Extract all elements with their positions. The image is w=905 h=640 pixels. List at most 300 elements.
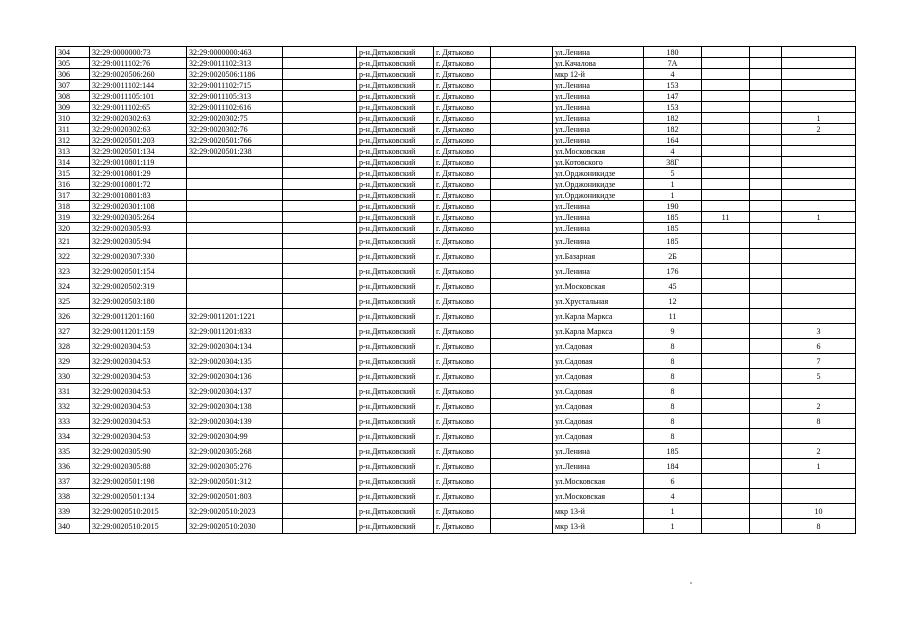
block-cell: [750, 168, 782, 179]
empty-cell: [491, 58, 553, 69]
street-cell: ул.Ленина: [553, 459, 644, 474]
block-cell: [750, 157, 782, 168]
cadastral-number: 32:29:0020510:2015: [90, 519, 187, 534]
house-cell: 185: [644, 444, 702, 459]
street-cell: ул.Карла Маркса: [553, 309, 644, 324]
city-cell: г. Дятьково: [434, 91, 491, 102]
city-cell: г. Дятьково: [434, 168, 491, 179]
flat-cell: [782, 80, 856, 91]
room-cadastral-number: 32:29:0011102:313: [187, 58, 283, 69]
city-cell: г. Дятьково: [434, 279, 491, 294]
table-row: [56, 399, 856, 414]
room-cadastral-number: [187, 249, 283, 264]
building-cell: [702, 135, 750, 146]
building-cell: [702, 179, 750, 190]
empty-cell: [283, 58, 357, 69]
city-cell: г. Дятьково: [434, 339, 491, 354]
room-cadastral-number: 32:29:0011105:313: [187, 91, 283, 102]
district-cell: р-н.Дятьковский: [357, 309, 434, 324]
flat-cell: [782, 47, 856, 58]
flat-cell: [782, 58, 856, 69]
flat-cell: [782, 249, 856, 264]
city-cell: г. Дятьково: [434, 429, 491, 444]
district-cell: р-н.Дятьковский: [357, 47, 434, 58]
row-number: 322: [56, 249, 90, 264]
room-cadastral-number: 32:29:0020501:803: [187, 489, 283, 504]
building-cell: [702, 249, 750, 264]
row-number: 340: [56, 519, 90, 534]
empty-cell: [491, 223, 553, 234]
empty-cell: [283, 190, 357, 201]
flat-cell: [782, 223, 856, 234]
cadastral-number: 32:29:0020501:134: [90, 146, 187, 157]
row-number: 320: [56, 223, 90, 234]
block-cell: [750, 47, 782, 58]
flat-cell: [782, 279, 856, 294]
district-cell: р-н.Дятьковский: [357, 384, 434, 399]
empty-cell: [491, 157, 553, 168]
block-cell: [750, 179, 782, 190]
block-cell: [750, 339, 782, 354]
empty-cell: [491, 324, 553, 339]
flat-cell: [782, 102, 856, 113]
street-cell: ул.Садовая: [553, 429, 644, 444]
room-cadastral-number: 32:29:0011201:1221: [187, 309, 283, 324]
block-cell: [750, 249, 782, 264]
building-cell: [702, 444, 750, 459]
flat-cell: 10: [782, 504, 856, 519]
table-row: [56, 309, 856, 324]
district-cell: р-н.Дятьковский: [357, 157, 434, 168]
empty-cell: [491, 135, 553, 146]
cadastral-number: 32:29:0020304:53: [90, 399, 187, 414]
cadastral-number: 32:29:0020305:94: [90, 234, 187, 249]
flat-cell: [782, 384, 856, 399]
empty-cell: [283, 113, 357, 124]
table-row: [56, 91, 856, 102]
empty-cell: [491, 294, 553, 309]
room-cadastral-number: [187, 279, 283, 294]
flat-cell: 1: [782, 459, 856, 474]
room-cadastral-number: 32:29:0020304:99: [187, 429, 283, 444]
flat-cell: 2: [782, 399, 856, 414]
room-cadastral-number: 32:29:0020304:134: [187, 339, 283, 354]
house-cell: 9: [644, 324, 702, 339]
empty-cell: [283, 489, 357, 504]
table-row: [56, 459, 856, 474]
city-cell: г. Дятьково: [434, 504, 491, 519]
room-cadastral-number: 32:29:0020506:1186: [187, 69, 283, 80]
building-cell: [702, 294, 750, 309]
empty-cell: [491, 179, 553, 190]
empty-cell: [491, 429, 553, 444]
building-cell: [702, 369, 750, 384]
empty-cell: [491, 249, 553, 264]
empty-cell: [283, 201, 357, 212]
flat-cell: 1: [782, 113, 856, 124]
city-cell: г. Дятьково: [434, 489, 491, 504]
street-cell: ул.Хрустальная: [553, 294, 644, 309]
building-cell: [702, 414, 750, 429]
house-cell: 2Б: [644, 249, 702, 264]
row-number: 304: [56, 47, 90, 58]
district-cell: р-н.Дятьковский: [357, 58, 434, 69]
empty-cell: [283, 157, 357, 168]
empty-cell: [491, 354, 553, 369]
house-cell: 190: [644, 201, 702, 212]
district-cell: р-н.Дятьковский: [357, 249, 434, 264]
district-cell: р-н.Дятьковский: [357, 168, 434, 179]
empty-cell: [491, 279, 553, 294]
block-cell: [750, 444, 782, 459]
flat-cell: [782, 190, 856, 201]
building-cell: [702, 168, 750, 179]
district-cell: р-н.Дятьковский: [357, 474, 434, 489]
house-cell: 182: [644, 113, 702, 124]
cadastral-number: 32:29:0011105:101: [90, 91, 187, 102]
cadastral-number: 32:29:0020503:180: [90, 294, 187, 309]
house-cell: 4: [644, 489, 702, 504]
row-number: 310: [56, 113, 90, 124]
empty-cell: [283, 146, 357, 157]
city-cell: г. Дятьково: [434, 309, 491, 324]
block-cell: [750, 324, 782, 339]
empty-cell: [283, 249, 357, 264]
street-cell: ул.Садовая: [553, 399, 644, 414]
row-number: 307: [56, 80, 90, 91]
flat-cell: [782, 201, 856, 212]
table-row: [56, 113, 856, 124]
cadastral-number: 32:29:0010801:119: [90, 157, 187, 168]
room-cadastral-number: 32:29:0020501:766: [187, 135, 283, 146]
city-cell: г. Дятьково: [434, 58, 491, 69]
room-cadastral-number: [187, 234, 283, 249]
building-cell: [702, 399, 750, 414]
row-number: 308: [56, 91, 90, 102]
district-cell: р-н.Дятьковский: [357, 339, 434, 354]
building-cell: [702, 58, 750, 69]
district-cell: р-н.Дятьковский: [357, 146, 434, 157]
building-cell: [702, 519, 750, 534]
row-number: 339: [56, 504, 90, 519]
building-cell: [702, 69, 750, 80]
district-cell: р-н.Дятьковский: [357, 113, 434, 124]
block-cell: [750, 429, 782, 444]
empty-cell: [283, 179, 357, 190]
room-cadastral-number: 32:29:0020302:76: [187, 124, 283, 135]
cadastral-number: 32:29:0020510:2015: [90, 504, 187, 519]
house-cell: 6: [644, 474, 702, 489]
block-cell: [750, 201, 782, 212]
house-cell: 1: [644, 519, 702, 534]
city-cell: г. Дятьково: [434, 113, 491, 124]
empty-cell: [283, 369, 357, 384]
house-cell: 184: [644, 459, 702, 474]
cadastral-number: 32:29:0011201:159: [90, 324, 187, 339]
building-cell: [702, 279, 750, 294]
row-number: 315: [56, 168, 90, 179]
cadastral-number: 32:29:0020302:63: [90, 124, 187, 135]
row-number: 331: [56, 384, 90, 399]
flat-cell: [782, 474, 856, 489]
empty-cell: [283, 80, 357, 91]
empty-cell: [491, 489, 553, 504]
room-cadastral-number: 32:29:0020304:137: [187, 384, 283, 399]
flat-cell: [782, 489, 856, 504]
city-cell: г. Дятьково: [434, 369, 491, 384]
cadastral-number: 32:29:0011102:65: [90, 102, 187, 113]
room-cadastral-number: [187, 264, 283, 279]
city-cell: г. Дятьково: [434, 223, 491, 234]
empty-cell: [491, 339, 553, 354]
empty-cell: [491, 69, 553, 80]
table-row: [56, 47, 856, 58]
district-cell: р-н.Дятьковский: [357, 223, 434, 234]
empty-cell: [491, 384, 553, 399]
street-cell: ул.Ленина: [553, 201, 644, 212]
room-cadastral-number: [187, 157, 283, 168]
table-row: [56, 354, 856, 369]
empty-cell: [283, 234, 357, 249]
building-cell: [702, 201, 750, 212]
empty-cell: [491, 113, 553, 124]
house-cell: 180: [644, 47, 702, 58]
cadastral-number: 32:29:0011102:144: [90, 80, 187, 91]
house-cell: 182: [644, 124, 702, 135]
table-row: [56, 168, 856, 179]
flat-cell: 6: [782, 339, 856, 354]
row-number: 333: [56, 414, 90, 429]
city-cell: г. Дятьково: [434, 179, 491, 190]
table-row: [56, 519, 856, 534]
street-cell: ул.Орджоникидзе: [553, 179, 644, 190]
cadastral-number: 32:29:0020304:53: [90, 339, 187, 354]
district-cell: р-н.Дятьковский: [357, 201, 434, 212]
city-cell: г. Дятьково: [434, 69, 491, 80]
room-cadastral-number: [187, 190, 283, 201]
cadastral-number: 32:29:0020501:203: [90, 135, 187, 146]
empty-cell: [491, 369, 553, 384]
block-cell: [750, 279, 782, 294]
flat-cell: [782, 168, 856, 179]
cadastral-number: 32:29:0020304:53: [90, 429, 187, 444]
building-cell: [702, 384, 750, 399]
empty-cell: [491, 504, 553, 519]
row-number: 334: [56, 429, 90, 444]
city-cell: г. Дятьково: [434, 47, 491, 58]
building-cell: [702, 47, 750, 58]
house-cell: 8: [644, 399, 702, 414]
flat-cell: [782, 135, 856, 146]
empty-cell: [491, 414, 553, 429]
table-row: [56, 324, 856, 339]
room-cadastral-number: 32:29:0020305:268: [187, 444, 283, 459]
district-cell: р-н.Дятьковский: [357, 212, 434, 223]
empty-cell: [283, 504, 357, 519]
room-cadastral-number: 32:29:0020304:139: [187, 414, 283, 429]
empty-cell: [283, 399, 357, 414]
cadastral-number: 32:29:0020301:108: [90, 201, 187, 212]
building-cell: [702, 124, 750, 135]
empty-cell: [491, 102, 553, 113]
city-cell: г. Дятьково: [434, 234, 491, 249]
street-cell: ул.Ленина: [553, 91, 644, 102]
room-cadastral-number: 32:29:0020501:238: [187, 146, 283, 157]
table-row: [56, 201, 856, 212]
building-cell: [702, 102, 750, 113]
table-row: [56, 124, 856, 135]
empty-cell: [283, 279, 357, 294]
row-number: 332: [56, 399, 90, 414]
house-cell: 153: [644, 102, 702, 113]
street-cell: ул.Московская: [553, 146, 644, 157]
street-cell: ул.Ленина: [553, 102, 644, 113]
empty-cell: [491, 124, 553, 135]
row-number: 318: [56, 201, 90, 212]
house-cell: 147: [644, 91, 702, 102]
empty-cell: [491, 264, 553, 279]
cadastral-number: 32:29:0020304:53: [90, 384, 187, 399]
district-cell: р-н.Дятьковский: [357, 294, 434, 309]
empty-cell: [491, 146, 553, 157]
house-cell: 11: [644, 309, 702, 324]
district-cell: р-н.Дятьковский: [357, 519, 434, 534]
empty-cell: [283, 474, 357, 489]
flat-cell: 1: [782, 212, 856, 223]
city-cell: г. Дятьково: [434, 384, 491, 399]
table-row: [56, 504, 856, 519]
flat-cell: 8: [782, 414, 856, 429]
district-cell: р-н.Дятьковский: [357, 91, 434, 102]
row-number: 313: [56, 146, 90, 157]
empty-cell: [491, 519, 553, 534]
empty-cell: [491, 91, 553, 102]
empty-cell: [491, 399, 553, 414]
table-row: [56, 264, 856, 279]
empty-cell: [491, 212, 553, 223]
table-row: [56, 444, 856, 459]
district-cell: р-н.Дятьковский: [357, 234, 434, 249]
table-row: [56, 102, 856, 113]
empty-cell: [283, 212, 357, 223]
street-cell: ул.Садовая: [553, 414, 644, 429]
building-cell: [702, 324, 750, 339]
flat-cell: [782, 264, 856, 279]
empty-cell: [491, 309, 553, 324]
city-cell: г. Дятьково: [434, 135, 491, 146]
room-cadastral-number: [187, 168, 283, 179]
empty-cell: [283, 91, 357, 102]
cadastral-number: 32:29:0020501:134: [90, 489, 187, 504]
flat-cell: 2: [782, 124, 856, 135]
row-number: 325: [56, 294, 90, 309]
flat-cell: [782, 309, 856, 324]
table-row: [56, 294, 856, 309]
block-cell: [750, 504, 782, 519]
cadastral-number: 32:29:0020304:53: [90, 354, 187, 369]
district-cell: р-н.Дятьковский: [357, 264, 434, 279]
cadastral-number: 32:29:0020501:154: [90, 264, 187, 279]
flat-cell: 2: [782, 444, 856, 459]
house-cell: 176: [644, 264, 702, 279]
city-cell: г. Дятьково: [434, 80, 491, 91]
building-cell: [702, 339, 750, 354]
table-row: [56, 135, 856, 146]
street-cell: ул.Московская: [553, 489, 644, 504]
city-cell: г. Дятьково: [434, 102, 491, 113]
street-cell: ул.Ленина: [553, 212, 644, 223]
street-cell: ул.Ленина: [553, 135, 644, 146]
district-cell: р-н.Дятьковский: [357, 80, 434, 91]
room-cadastral-number: [187, 294, 283, 309]
street-cell: мкр 12-й: [553, 69, 644, 80]
flat-cell: 7: [782, 354, 856, 369]
block-cell: [750, 294, 782, 309]
district-cell: р-н.Дятьковский: [357, 504, 434, 519]
building-cell: [702, 223, 750, 234]
cadastral-number: 32:29:0020305:93: [90, 223, 187, 234]
street-cell: ул.Ленина: [553, 234, 644, 249]
cadastral-number: 32:29:0010801:72: [90, 179, 187, 190]
flat-cell: [782, 294, 856, 309]
row-number: 319: [56, 212, 90, 223]
street-cell: ул.Ленина: [553, 444, 644, 459]
house-cell: 45: [644, 279, 702, 294]
street-cell: ул.Ленина: [553, 264, 644, 279]
empty-cell: [491, 47, 553, 58]
building-cell: [702, 354, 750, 369]
building-cell: [702, 264, 750, 279]
cadastral-number: 32:29:0020305:88: [90, 459, 187, 474]
block-cell: [750, 113, 782, 124]
address-table: [55, 46, 856, 534]
empty-cell: [283, 459, 357, 474]
street-cell: ул.Садовая: [553, 354, 644, 369]
house-cell: 1: [644, 504, 702, 519]
street-cell: ул.Ленина: [553, 223, 644, 234]
block-cell: [750, 399, 782, 414]
row-number: 330: [56, 369, 90, 384]
empty-cell: [283, 324, 357, 339]
cadastral-number: 32:29:0020307:330: [90, 249, 187, 264]
street-cell: ул.Базарная: [553, 249, 644, 264]
house-cell: 8: [644, 354, 702, 369]
empty-cell: [283, 168, 357, 179]
table-row: [56, 429, 856, 444]
district-cell: р-н.Дятьковский: [357, 459, 434, 474]
house-cell: 164: [644, 135, 702, 146]
row-number: 338: [56, 489, 90, 504]
cadastral-number: 32:29:0011102:76: [90, 58, 187, 69]
block-cell: [750, 354, 782, 369]
empty-cell: [491, 234, 553, 249]
row-number: 316: [56, 179, 90, 190]
building-cell: [702, 234, 750, 249]
street-cell: ул.Карла Маркса: [553, 324, 644, 339]
empty-cell: [283, 294, 357, 309]
document-sheet: [55, 46, 855, 534]
city-cell: г. Дятьково: [434, 249, 491, 264]
table-row: [56, 190, 856, 201]
cadastral-number: 32:29:0020501:198: [90, 474, 187, 489]
city-cell: г. Дятьково: [434, 444, 491, 459]
city-cell: г. Дятьково: [434, 324, 491, 339]
table-body: [56, 47, 856, 534]
table-row: [56, 414, 856, 429]
cadastral-number: 32:29:0020302:63: [90, 113, 187, 124]
row-number: 309: [56, 102, 90, 113]
block-cell: [750, 414, 782, 429]
